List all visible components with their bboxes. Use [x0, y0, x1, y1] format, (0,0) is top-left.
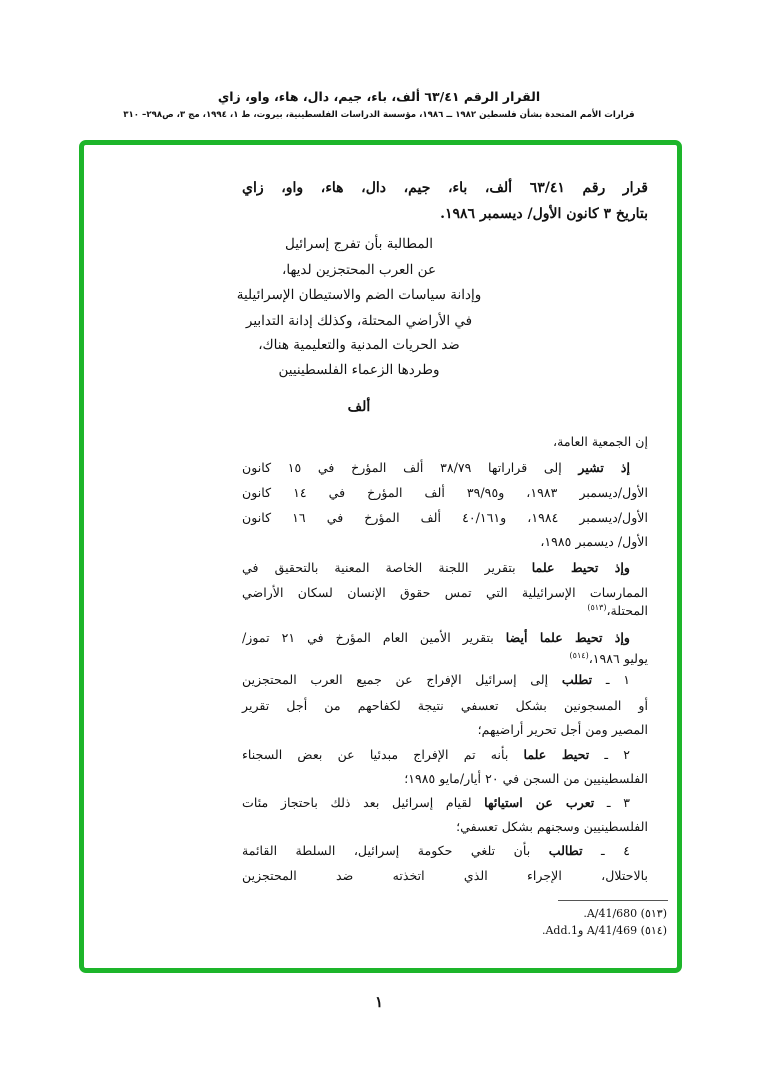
- resolution-date: بتاريخ ٣ كانون الأول/ ديسمبر ١٩٨٦.: [440, 206, 648, 222]
- operative-phrase: وإذ تحيط علما: [531, 560, 630, 575]
- body-line: [570, 651, 648, 666]
- paragraph-number: ٣ ـ: [594, 795, 630, 810]
- body-line: [242, 510, 648, 525]
- document-header-title: القرار الرقم ٦٣/٤١ ألف، باء، جيم، دال، هاء، واو، زاي: [217, 89, 541, 104]
- body-line: [242, 747, 648, 762]
- body-line: [242, 698, 648, 713]
- line-text: إلى إسرائيل الإفراج عن جميع العرب المحتجزين: [242, 672, 562, 687]
- body-line: [242, 485, 648, 500]
- line-text: لقيام إسرائيل بعد ذلك باحتجاز مئات: [242, 795, 485, 810]
- footnote-ref: (٥١٤): [569, 651, 589, 660]
- operative-phrase: تعرب عن استيائها: [484, 795, 595, 810]
- body-line: [242, 585, 648, 600]
- body-line: [456, 819, 648, 834]
- line-text: الأول/ ديسمبر ١٩٨٥،: [540, 534, 648, 549]
- operative-phrase: وإذ تحيط علما أيضا: [505, 630, 630, 645]
- title-line: ضد الحريات المدنية والتعليمية هناك،: [258, 337, 460, 353]
- body-line: [242, 795, 648, 810]
- footnote-514: (٥١٤) A/41/469 وAdd.1.: [541, 924, 667, 937]
- line-text: يوليو ١٩٨٦،: [588, 651, 648, 667]
- body-line: [478, 722, 648, 737]
- body-line: [242, 460, 648, 475]
- body-line: [404, 771, 648, 786]
- body-line: [242, 560, 648, 575]
- body-line: [587, 603, 648, 618]
- document-source-citation: قرارات الأمم المتحدة بشأن فلسطين ١٩٨٢ ــ ١٩٨٦، مؤسسة الدراسات الفلسطينية، بيروت، ط ١، ١٩٩٤، مج ٣، ص٢٩٨– ٣١٠: [123, 110, 635, 120]
- line-text: بتقرير اللجنة الخاصة المعنية بالتحقيق في: [242, 560, 532, 575]
- operative-phrase: إذ تشير: [578, 460, 630, 475]
- body-line: [242, 672, 648, 687]
- title-line: المطالبة بأن تفرج إسرائيل: [284, 236, 433, 252]
- line-text: المحتلة،: [606, 603, 648, 619]
- body-line: [242, 843, 648, 858]
- line-text: الأول/ديسمبر ١٩٨٤، و٤٠/١٦١ ألف المؤرخ في ١٦ كانون: [242, 510, 648, 525]
- footnote-513: (٥١٣) A/41/680.: [583, 907, 667, 920]
- paragraph-number: ٢ ـ: [589, 747, 630, 762]
- footnote-ref: (٥١٣): [587, 603, 607, 612]
- line-text: الأول/ديسمبر ١٩٨٣، و٣٩/٩٥ ألف المؤرخ في ١٤ كانون: [242, 485, 648, 500]
- line-text: الفلسطينيين من السجن في ٢٠ أيار/مايو ١٩٨٥؛: [404, 771, 648, 786]
- line-text: بأنه تم الإفراج مبدئيا عن بعض السجناء: [242, 747, 524, 762]
- body-line: [242, 868, 648, 883]
- title-line: في الأراضي المحتلة، وكذلك إدانة التدابير: [245, 313, 473, 329]
- line-text: الفلسطينيين وسجنهم بشكل تعسفي؛: [456, 819, 648, 834]
- operative-phrase: تطلب: [561, 672, 593, 687]
- resolution-number: قرار رقم ٦٣/٤١ ألف، باء، جيم، دال، هاء، واو، زاي: [242, 180, 648, 196]
- paragraph-number: ١ ـ: [592, 672, 630, 687]
- line-text: أو المسجونين بشكل تعسفي نتيجة لكفاحهم من أجل تقرير: [242, 698, 648, 713]
- section-heading: ألف: [347, 399, 371, 415]
- line-text: بأن تلغي حكومة إسرائيل، السلطة القائمة: [242, 843, 549, 858]
- title-line: وإدانة سياسات الضم والاستيطان الإسرائيلية: [236, 287, 482, 303]
- paragraph-number: ٤ ـ: [582, 843, 630, 858]
- footnote-separator: [558, 900, 668, 901]
- line-text: الممارسات الإسرائيلية التي تمس حقوق الإنسان لسكان الأراضي: [242, 585, 648, 600]
- operative-phrase: تحيط علما: [523, 747, 590, 762]
- body-line: [242, 630, 648, 645]
- opening-clause: إن الجمعية العامة،: [553, 434, 648, 449]
- line-text: المصير ومن أجل تحرير أراضيهم؛: [477, 722, 648, 737]
- title-line: وطردها الزعماء الفلسطينيين: [278, 362, 440, 378]
- line-text: بتقرير الأمين العام المؤرخ في ٢١ تموز/: [242, 630, 506, 645]
- line-text: إلى قراراتها ٣٨/٧٩ ألف المؤرخ في ١٥ كانون: [242, 460, 579, 475]
- page-number: ١: [374, 993, 384, 1011]
- title-line: عن العرب المحتجزين لديها،: [281, 262, 437, 278]
- line-text: بالاحتلال، الإجراء الذي اتخذته ضد المحتجزين: [242, 868, 648, 883]
- operative-phrase: تطالب: [548, 843, 583, 858]
- body-line: [540, 534, 648, 549]
